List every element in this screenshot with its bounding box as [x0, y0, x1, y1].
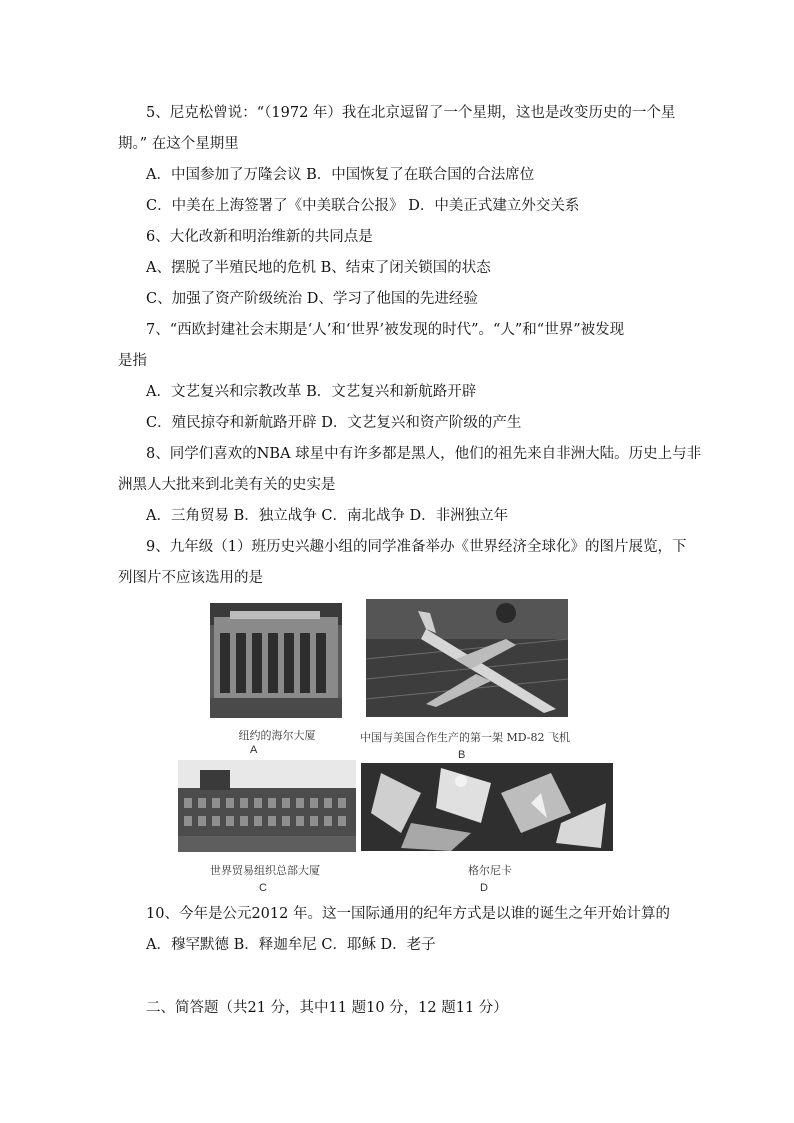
q5-stem-line1: 5、尼克松曾说：“（1972 年）我在北京逗留了一个星期，这也是改变历史的一个星 — [146, 105, 676, 121]
q8-options: A．三角贸易 B．独立战争 C．南北战争 D．非洲独立年 — [146, 508, 509, 524]
q8-stem-line1: 8、同学们喜欢的NBA 球星中有许多都是黑人，他们的祖先来自非洲大陆。历史上与非 — [146, 446, 702, 462]
image-md82-airplane — [366, 599, 568, 717]
q6-options-cd: C、加强了资产阶级统治 D、学习了他国的先进经验 — [146, 291, 478, 307]
q9-stem-line1: 9、九年级（1）班历史兴趣小组的同学准备举办《世界经济全球化》的图片展览，下 — [146, 539, 687, 555]
label-a: A — [250, 744, 258, 756]
caption-d: 格尔尼卡 — [468, 864, 512, 877]
q10-options: A．穆罕默德 B．释迦牟尼 C．耶稣 D．老子 — [146, 937, 436, 953]
q10-stem: 10、今年是公元2012 年。这一国际通用的纪年方式是以谁的诞生之年开始计算的 — [146, 906, 670, 922]
label-b: B — [458, 749, 466, 761]
airplane-photo-b — [366, 599, 568, 717]
q9-stem-line2: 列图片不应该选用的是 — [118, 570, 263, 586]
caption-b: 中国与美国合作生产的第一架 MD-82 飞机 — [360, 731, 570, 744]
caption-a: 纽约的海尔大厦 — [238, 729, 316, 742]
q5-stem-line2: 期。” 在这个星期里 — [118, 136, 239, 152]
q7-options-ab: A．文艺复兴和宗教改革 B．文艺复兴和新航路开辟 — [146, 384, 477, 400]
label-c: C — [259, 882, 267, 894]
q5-options-cd: C．中美在上海签署了《中美联合公报》 D．中美正式建立外交关系 — [146, 198, 580, 214]
caption-c: 世界贸易组织总部大厦 — [210, 864, 320, 877]
painting-photo-d — [361, 763, 613, 851]
q6-stem: 6、大化改新和明治维新的共同点是 — [146, 229, 373, 245]
section2-heading: 二、简答题（共21 分，其中11 题10 分，12 题11 分） — [146, 1000, 508, 1016]
building-photo-a — [210, 603, 342, 718]
q5-options-ab: A．中国参加了万隆会议 B．中国恢复了在联合国的合法席位 — [146, 167, 535, 183]
building-photo-c — [178, 760, 356, 852]
q7-stem-line2: 是指 — [118, 353, 147, 369]
q8-stem-line2: 洲黑人大批来到北美有关的史实是 — [118, 477, 336, 493]
image-haier-building — [210, 603, 342, 718]
q7-options-cd: C．殖民掠夺和新航路开辟 D．文艺复兴和资产阶级的产生 — [146, 415, 522, 431]
image-guernica — [361, 763, 613, 851]
q7-stem-line1: 7、“西欧封建社会末期是‘人’和‘世界’被发现的时代”。“人”和“世界”被发现 — [146, 322, 625, 338]
label-d: D — [480, 882, 488, 894]
q6-options-ab: A、摆脱了半殖民地的危机 B、结束了闭关锁国的状态 — [146, 260, 491, 276]
image-wto-building — [178, 760, 356, 852]
